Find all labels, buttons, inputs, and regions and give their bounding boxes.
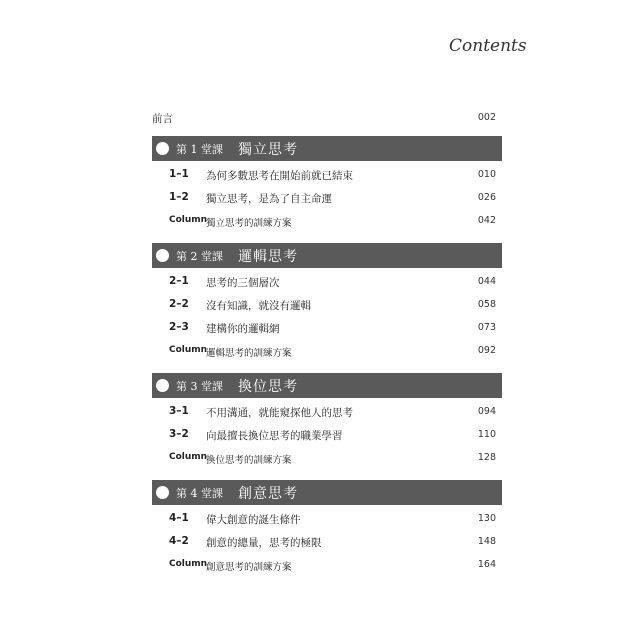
toc-entry-number: 2–2: [169, 298, 189, 310]
toc-entry-title: 偉大創意的誕生條件: [206, 514, 301, 526]
toc-entry-number: 1–1: [169, 168, 189, 180]
bullet-circle-icon: [156, 486, 169, 499]
toc-entry-title: 前言: [152, 113, 173, 125]
toc-entry-number: 3–2: [169, 428, 189, 440]
toc-entry[interactable]: [152, 318, 502, 341]
toc-entry-column[interactable]: [152, 448, 502, 471]
toc-entry-title: 不用溝通，就能窺探他人的思考: [206, 407, 353, 419]
toc-entry-title: 向最擅長換位思考的職業學習: [206, 430, 343, 442]
toc-entry-number: Column: [169, 559, 208, 569]
chapter-title: 邏輯思考: [238, 249, 298, 265]
toc-entry[interactable]: [152, 509, 502, 532]
toc-entry[interactable]: [152, 295, 502, 318]
toc-entry-page: 148: [477, 536, 496, 547]
chapter-label: 第 2 堂課: [176, 250, 223, 263]
chapter-header-1[interactable]: [152, 136, 502, 161]
toc-entry-preface[interactable]: [152, 108, 502, 136]
toc-entry-title: 獨立思考的訓練方案: [206, 218, 292, 229]
chapter-label: 第 3 堂課: [176, 380, 223, 393]
toc-entry-page: 094: [477, 406, 496, 417]
toc-entry[interactable]: [152, 272, 502, 295]
toc-entry-title: 邏輯思考的訓練方案: [206, 348, 292, 359]
chapter-title: 換位思考: [238, 379, 298, 395]
chapter-header-4[interactable]: [152, 480, 502, 505]
toc-entry-number: 3–1: [169, 405, 189, 417]
toc-entry-title: 建構你的邏輯網: [206, 323, 280, 335]
toc-entry[interactable]: [152, 532, 502, 555]
toc-entry-page: 010: [477, 169, 496, 180]
chapter-title: 創意思考: [238, 486, 298, 502]
toc-entry-page: 026: [477, 192, 496, 203]
bullet-circle-icon: [156, 379, 169, 392]
toc-entry-column[interactable]: [152, 555, 502, 578]
chapter-label: 第 1 堂課: [176, 143, 223, 156]
toc-entry-number: 4–2: [169, 535, 189, 547]
toc-entry-page: 044: [477, 276, 496, 287]
toc-entry-title: 為何多數思考在開始前就已結束: [206, 170, 353, 182]
toc-entry-column[interactable]: [152, 341, 502, 364]
toc-entry[interactable]: [152, 165, 502, 188]
bullet-circle-icon: [156, 142, 169, 155]
chapter-title: 獨立思考: [238, 142, 298, 158]
toc-entry[interactable]: [152, 425, 502, 448]
chapter-header-3[interactable]: [152, 373, 502, 398]
toc-entry-number: 2–3: [169, 321, 189, 333]
toc-entry-page: 073: [477, 322, 496, 333]
toc-entry-title: 創意的總量，思考的極限: [206, 537, 322, 549]
toc-entry-title: 思考的三個層次: [206, 277, 280, 289]
toc-entry-number: Column: [169, 452, 208, 462]
toc-entry-number: 4–1: [169, 512, 189, 524]
toc-entry-number: Column: [169, 215, 208, 225]
toc-entry-page: 042: [477, 215, 496, 226]
toc-entry-number: 1–2: [169, 191, 189, 203]
toc-entry-column[interactable]: [152, 211, 502, 234]
toc-entry-number: Column: [169, 345, 208, 355]
toc-entry-page: 164: [477, 559, 496, 570]
bullet-circle-icon: [156, 249, 169, 262]
toc-entry-page: 002: [477, 112, 496, 123]
toc-entry-title: 創意思考的訓練方案: [206, 562, 292, 573]
contents-heading: Contents: [449, 36, 527, 56]
toc-entry-page: 128: [477, 452, 496, 463]
toc-entry-title: 獨立思考，是為了自主命運: [206, 193, 332, 205]
chapter-header-2[interactable]: [152, 243, 502, 268]
toc-entry[interactable]: [152, 188, 502, 211]
toc-entry[interactable]: [152, 402, 502, 425]
toc-entry-number: 2–1: [169, 275, 189, 287]
chapter-label: 第 4 堂課: [176, 487, 223, 500]
toc-entry-title: 換位思考的訓練方案: [206, 455, 292, 466]
table-of-contents: [152, 108, 502, 578]
toc-entry-page: 130: [477, 513, 496, 524]
toc-entry-page: 110: [477, 429, 496, 440]
toc-entry-page: 058: [477, 299, 496, 310]
toc-entry-page: 092: [477, 345, 496, 356]
toc-entry-title: 沒有知識，就沒有邏輯: [206, 300, 311, 312]
